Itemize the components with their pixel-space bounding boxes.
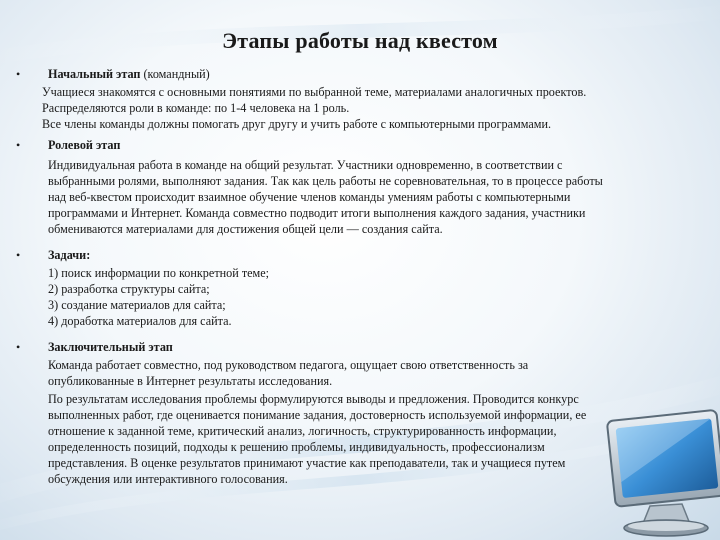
text-line: отношение к заданной теме, критический анализ, логичность, структурированность информации, — [48, 424, 557, 438]
section-text-initial — [42, 84, 586, 132]
section-heading-role: Ролевой этап — [48, 138, 121, 152]
text-line: Команда работает совместно, под руководством педагога, ощущает свою ответственность за — [48, 358, 529, 372]
bullet: • — [16, 138, 21, 152]
bullet: • — [16, 67, 21, 81]
section-heading-final: Заключительный этап — [48, 340, 173, 354]
list-item: 1) поиск информации по конкретной теме; — [48, 266, 270, 280]
page-title: Этапы работы над квестом — [222, 28, 498, 53]
bullet: • — [16, 248, 21, 262]
text-line: выбранными ролями, выполняют задания. Так как цель работы не соревновательная, то в процессе работы — [48, 174, 603, 188]
text-line: обсуждения или интерактивного голосования. — [48, 472, 288, 486]
section-text-tasks — [48, 265, 269, 329]
text-line: Все члены команды должны помогать друг другу и учить работе с компьютерными программами. — [42, 117, 552, 131]
text-line: По результатам исследования проблемы формулируются выводы и предложения. Проводится конкурс — [48, 392, 579, 406]
section-heading-tasks: Задачи: — [48, 248, 91, 262]
section-text-final — [48, 357, 528, 389]
text-line: выполненных работ, где оценивается понимание задания, достоверность используемой информации, ее — [48, 408, 587, 422]
list-item: 3) создание материалов для сайта; — [48, 298, 226, 312]
text-line: опубликованные в Интернет результаты исследования. — [48, 374, 333, 388]
text-line: программами и Интернет. Команда совместно подводит итоги выполнения каждого задания, участники — [48, 206, 586, 220]
text-line: над веб-квестом происходит взаимное обучение членов команды умениям работы с компьютерными — [48, 190, 571, 204]
text-line: Учащиеся знакомятся с основными понятиями по выбранной теме, материалами аналогичных проектов. — [42, 85, 587, 99]
text-line: представления. В оценке результатов принимают участие как преподаватели, так и учащиеся путем — [48, 456, 566, 470]
text-line: обмениваются материалами для достижения общей цели — создания сайта. — [48, 222, 443, 236]
text-line: Распределяются роли в команде: по 1-4 человека на 1 роль. — [42, 101, 350, 115]
list-item: 4) доработка материалов для сайта. — [48, 314, 232, 328]
bullet: • — [16, 340, 21, 354]
monitor-icon — [590, 408, 720, 540]
section-text-role — [48, 157, 603, 237]
section-text-final-results — [48, 391, 586, 487]
section-heading-initial: Начальный этап (командный) — [48, 67, 210, 81]
list-item: 2) разработка структуры сайта; — [48, 282, 210, 296]
text-line: определенность позиций, подходы к решению проблемы, индивидуальность, профессионализм — [48, 440, 545, 454]
text-line: Индивидуальная работа в команде на общий результат. Участники одновременно, в соответствии с — [48, 158, 563, 172]
